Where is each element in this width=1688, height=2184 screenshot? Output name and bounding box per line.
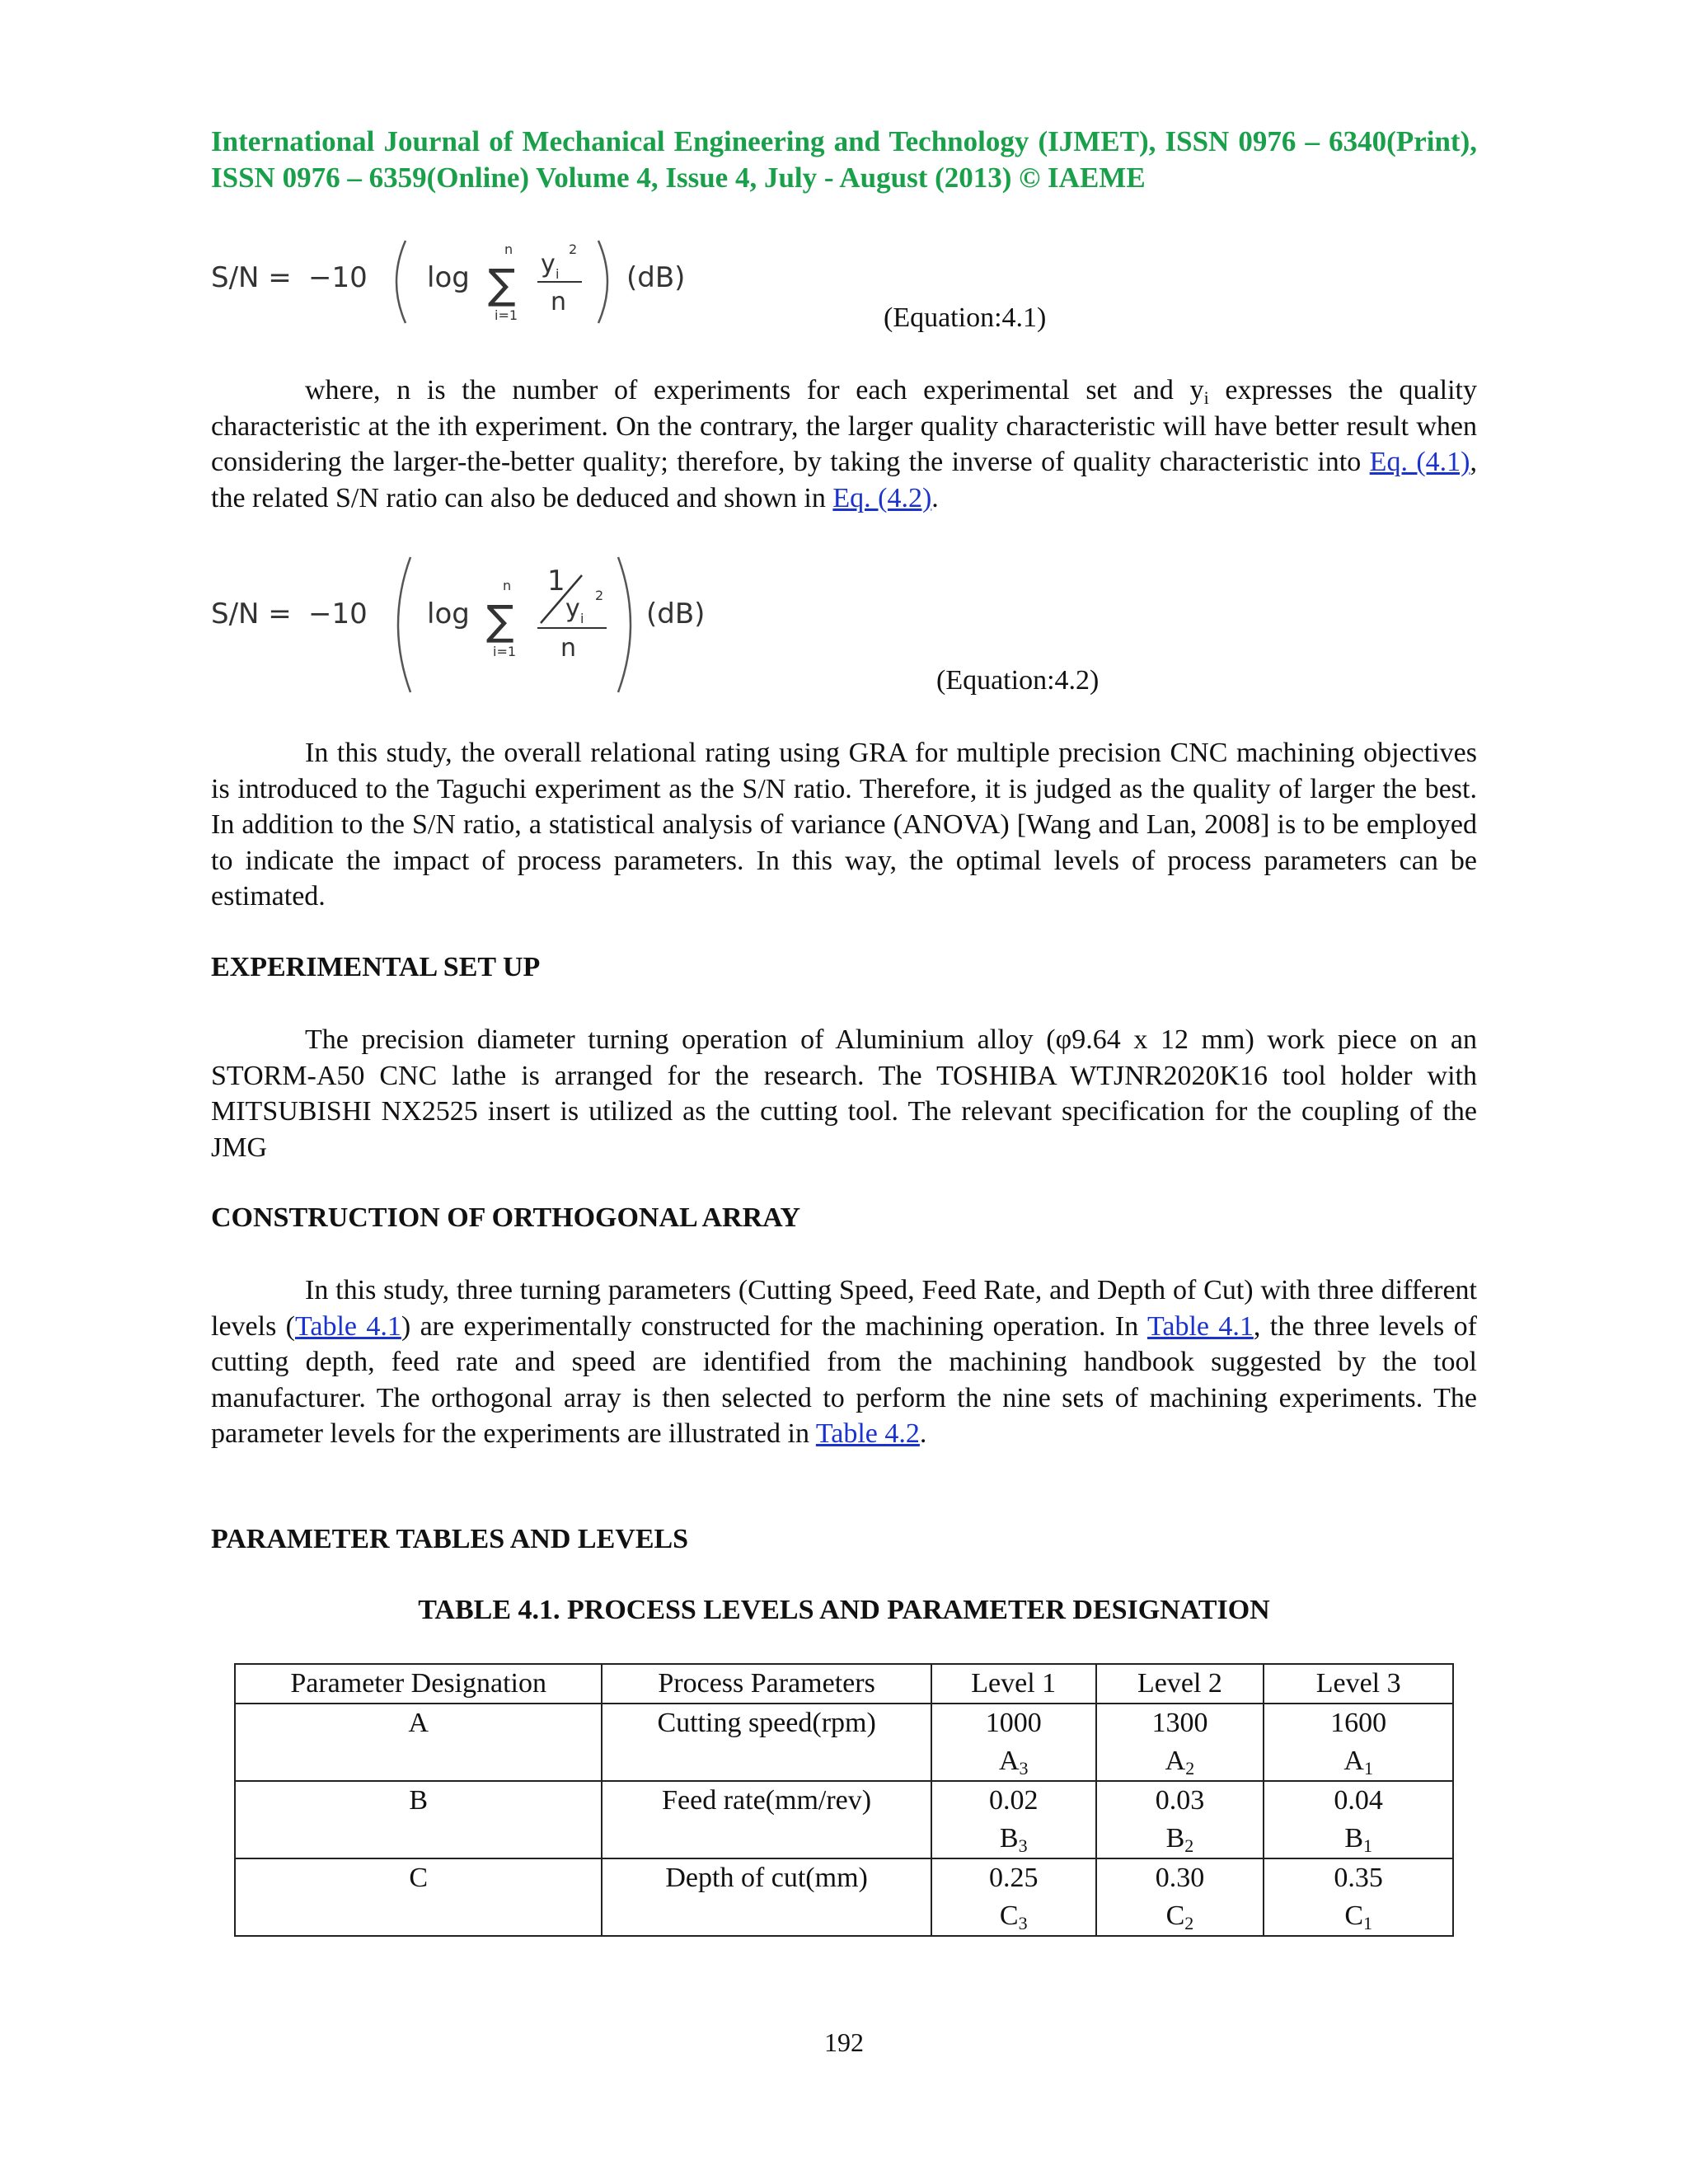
paragraph-setup: The precision diameter turning operation of Aluminium alloy (φ9.64 x 12 mm) work piece on an STORM-A50 CNC lathe is arranged for the research. The TOSHIBA WTJNR2020K16 tool holder with MITSUBISHI NX2525 insert is utilized as the cutting tool. The relevant specification for the coupling of the JMG [211, 1024, 1477, 1163]
paragraph-gra: In this study, the overall relational rating using GRA for multiple precision CNC machining objectives is introduced to the Taguchi experiment as the S/N ratio. Therefore, it is judged as the quality of larger the best. In addition to the S/N ratio, a statistical analysis of variance (ANOVA) [Wang and Lan, 2008] is to be employed to indicate the impact of process parameters. In this way, the optimal levels of process parameters can be estimated. [211, 738, 1477, 912]
eq1-sum-bottom: i=1 [495, 307, 518, 323]
table-row [235, 1704, 1453, 1781]
eq1-sum-top: n [504, 241, 513, 257]
table-cell-parameter: Cutting speed(rpm) [602, 1704, 931, 1781]
eq2-log: log [427, 598, 470, 630]
equation-4-2-label: (Equation:4.2) [936, 665, 1100, 696]
table-cell-level: 0.30 $C_2$ [1096, 1858, 1264, 1936]
table-cell-level: 0.03 $B_2$ [1096, 1781, 1264, 1858]
equation-4-1-label: (Equation:4.1) [884, 302, 1047, 333]
eq1-numerator-sup: 2 [569, 241, 578, 257]
eq2-numerator-sub: i [580, 611, 584, 626]
eq2-right-paren [618, 557, 631, 692]
equation-4-1 [211, 232, 722, 331]
table-header-cell: Level 3 [1264, 1664, 1453, 1704]
eq2-coef: −10 [308, 598, 368, 630]
paragraph-orthogonal: In this study, three turning parameters (Cutting Speed, Feed Rate, and Depth of Cut) with three different levels (Table 4.1) are experimentally constructed for the machining operation. In Table 4.1, the three levels of cutting depth, feed rate and speed are identified from the machining handbook suggested by the tool manufacturer. The orthogonal array is then selected to perform the nine sets of machining experiments. The parameter levels for the experiments are illustrated in Table 4.2. [211, 1275, 1477, 1449]
table-cell-parameter: Feed rate(mm/rev) [602, 1781, 931, 1858]
table-header-cell: Level 2 [1096, 1664, 1264, 1704]
table-4-1-link[interactable]: Table 4.1 [295, 1310, 401, 1342]
eq2-unit: (dB) [646, 598, 706, 630]
eq-4-2-link[interactable]: Eq. (4.2) [832, 482, 932, 513]
journal-header: International Journal of Mechanical Engineering and Technology (IJMET), ISSN 0976 – 6340(Print), ISSN 0976 – 6359(Online) Volume 4, Issue 4, July - August (2013) © IAEME [211, 125, 1477, 194]
table-cell-level: 0.02 $B_3$ [931, 1781, 1096, 1858]
eq1-denominator: n [551, 288, 567, 316]
eq1-log: log [427, 261, 470, 294]
heading-parameter-tables: PARAMETER TABLES AND LEVELS [211, 1524, 689, 1554]
eq2-numerator-sup: 2 [595, 588, 604, 603]
table-cell-level: 1600 $A_1$ [1264, 1704, 1453, 1781]
eq2-sum-top: n [503, 578, 512, 593]
eq-4-1-link[interactable]: Eq. (4.1) [1369, 447, 1470, 477]
equation-4-2 [211, 551, 738, 699]
table-cell-parameter: Depth of cut(mm) [602, 1858, 931, 1936]
table-4-1-title: TABLE 4.1. PROCESS LEVELS AND PARAMETER DESIGNATION [418, 1595, 1270, 1625]
eq2-left-paren [398, 557, 410, 692]
table-cell-designation: A [235, 1704, 602, 1781]
table-cell-level: 0.25 $C_3$ [931, 1858, 1096, 1936]
eq1-coef: −10 [308, 261, 368, 294]
table-4-1 [234, 1663, 1454, 1937]
table-cell-designation: C [235, 1858, 602, 1936]
heading-experimental-setup: EXPERIMENTAL SET UP [211, 952, 541, 982]
table-header-cell: Level 1 [931, 1664, 1096, 1704]
eq1-lhs: S/N = [211, 261, 292, 294]
table-4-1-link-2[interactable]: Table 4.1 [1146, 1310, 1254, 1342]
eq2-one: 1 [547, 565, 565, 598]
table-cell-level: 1300 $A_2$ [1096, 1704, 1264, 1781]
eq1-numerator-sub: i [556, 266, 560, 282]
heading-orthogonal-array: CONSTRUCTION OF ORTHOGONAL ARRAY [211, 1202, 801, 1233]
eq1-right-paren [598, 241, 607, 323]
eq1-left-paren [396, 241, 406, 323]
eq2-lhs: S/N = [211, 598, 292, 630]
eq2-denominator: n [560, 634, 577, 663]
eq1-numerator: y [541, 250, 556, 279]
table-header-row [235, 1664, 1453, 1704]
eq2-sum-bottom: i=1 [493, 644, 517, 659]
eq1-sigma: ∑ [488, 260, 516, 308]
table-header-cell: Process Parameters [602, 1664, 931, 1704]
table-cell-designation: B [235, 1781, 602, 1858]
paragraph-where: where, n is the number of experiments for each experimental set and $y_i$ expresses the quality characteristic at the ith experiment. On the contrary, the larger quality characteristic will have better result when considering the larger-the-better quality; therefore, by taking the inverse of quality characteristic into Eq. (4.1), the related S/N ratio can also be deduced and shown in Eq. (4.2). [211, 375, 1477, 513]
table-row [235, 1781, 1453, 1858]
eq2-sigma: ∑ [486, 597, 514, 644]
page-number: 192 [824, 2027, 864, 2057]
table-cell-level: 0.35 $C_1$ [1264, 1858, 1453, 1936]
table-cell-level: 0.04 $B_1$ [1264, 1781, 1453, 1858]
table-row [235, 1858, 1453, 1936]
eq1-unit: (dB) [626, 261, 686, 294]
table-4-2-link[interactable]: Table 4.2 [815, 1418, 920, 1449]
eq2-numerator: y [565, 594, 580, 623]
table-header-cell: Parameter Designation [235, 1664, 602, 1704]
table-cell-level: 1000 $A_3$ [931, 1704, 1096, 1781]
